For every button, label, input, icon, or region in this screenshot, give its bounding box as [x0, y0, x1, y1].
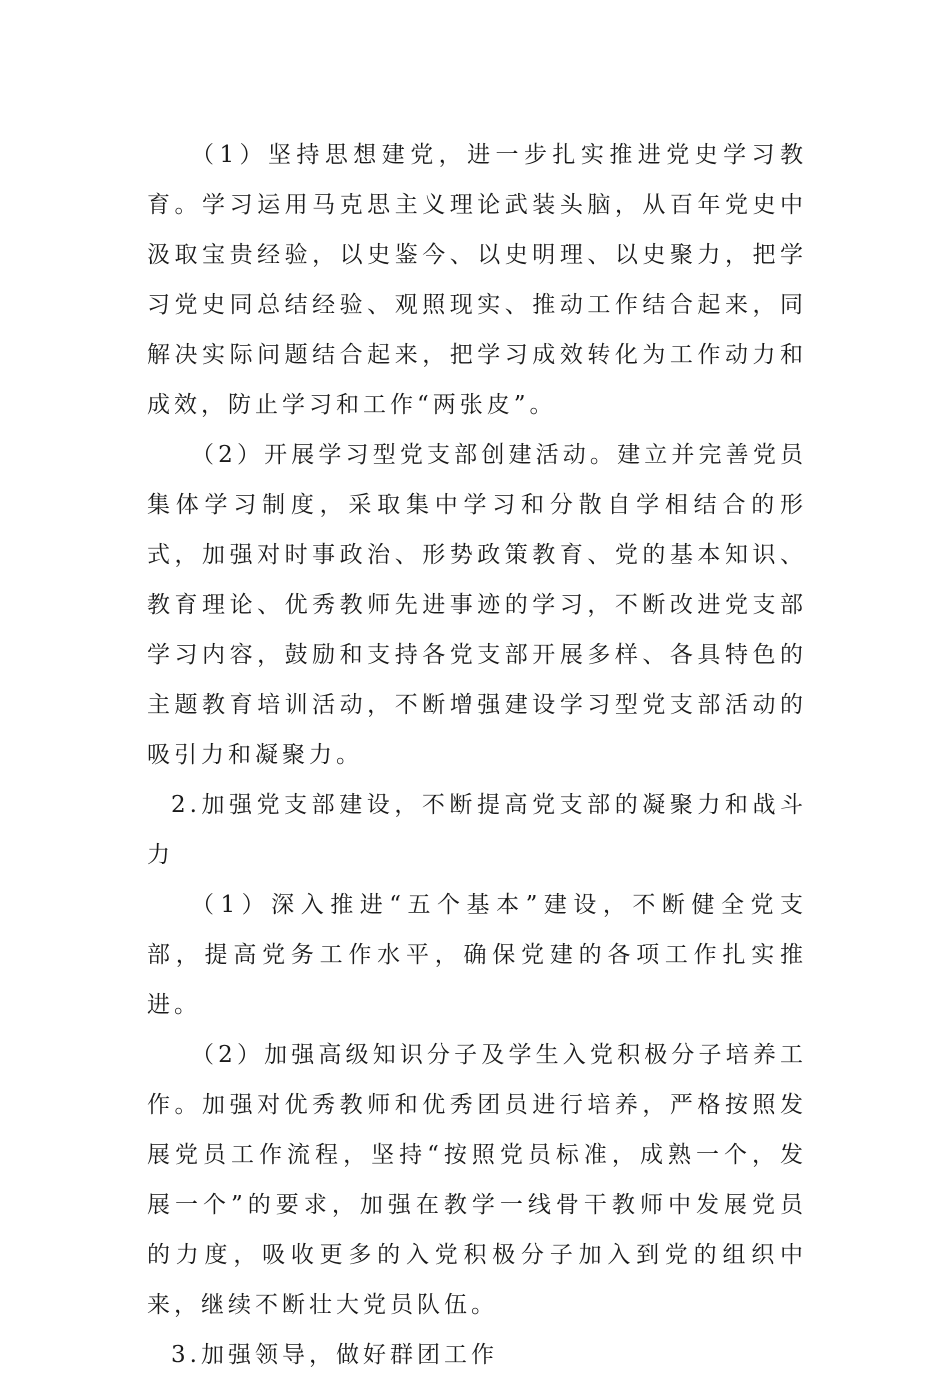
paragraph-party-member-cultivation: （2）加强高级知识分子及学生入党积极分子培养工作。加强对优秀教师和优秀团员进行培养，严格按照发展党员工作流程，坚持“按照党员标准，成熟一个，发展一个”的要求，加强在教学一线骨干教师中发展党员的力度，吸收更多的入党积极分子加入到党的组织中来，继续不断壮大党员队伍。 — [147, 1042, 807, 1318]
paragraph-thought-building: （1）坚持思想建党，进一步扎实推进党史学习教育。学习运用马克思主义理论武装头脑，从百年党史中汲取宝贵经验，以史鉴今、以史明理、以史聚力，把学习党史同总结经验、观照现实、推动工作结合起来，同解决实际问题结合起来，把学习成效转化为工作动力和成效，防止学习和工作“两张皮”。 — [147, 142, 807, 418]
document-body — [147, 130, 807, 1380]
paragraph-learning-branch: （2）开展学习型党支部创建活动。建立并完善党员集体学习制度，采取集中学习和分散自学相结合的形式，加强对时事政治、形势政策教育、党的基本知识、教育理论、优秀教师先进事迹的学习，不断改进党支部学习内容，鼓励和支持各党支部开展多样、各具特色的主题教育培训活动，不断增强建设学习型党支部活动的吸引力和凝聚力。 — [147, 442, 807, 768]
section-heading-mass-organizations: 3.加强领导，做好群团工作 — [171, 1342, 498, 1368]
paragraph-five-basics: （1）深入推进“五个基本”建设，不断健全党支部，提高党务工作水平，确保党建的各项工作扎实推进。 — [147, 892, 807, 1018]
section-heading-branch-construction: 2.加强党支部建设，不断提高党支部的凝聚力和战斗力 — [147, 792, 807, 868]
